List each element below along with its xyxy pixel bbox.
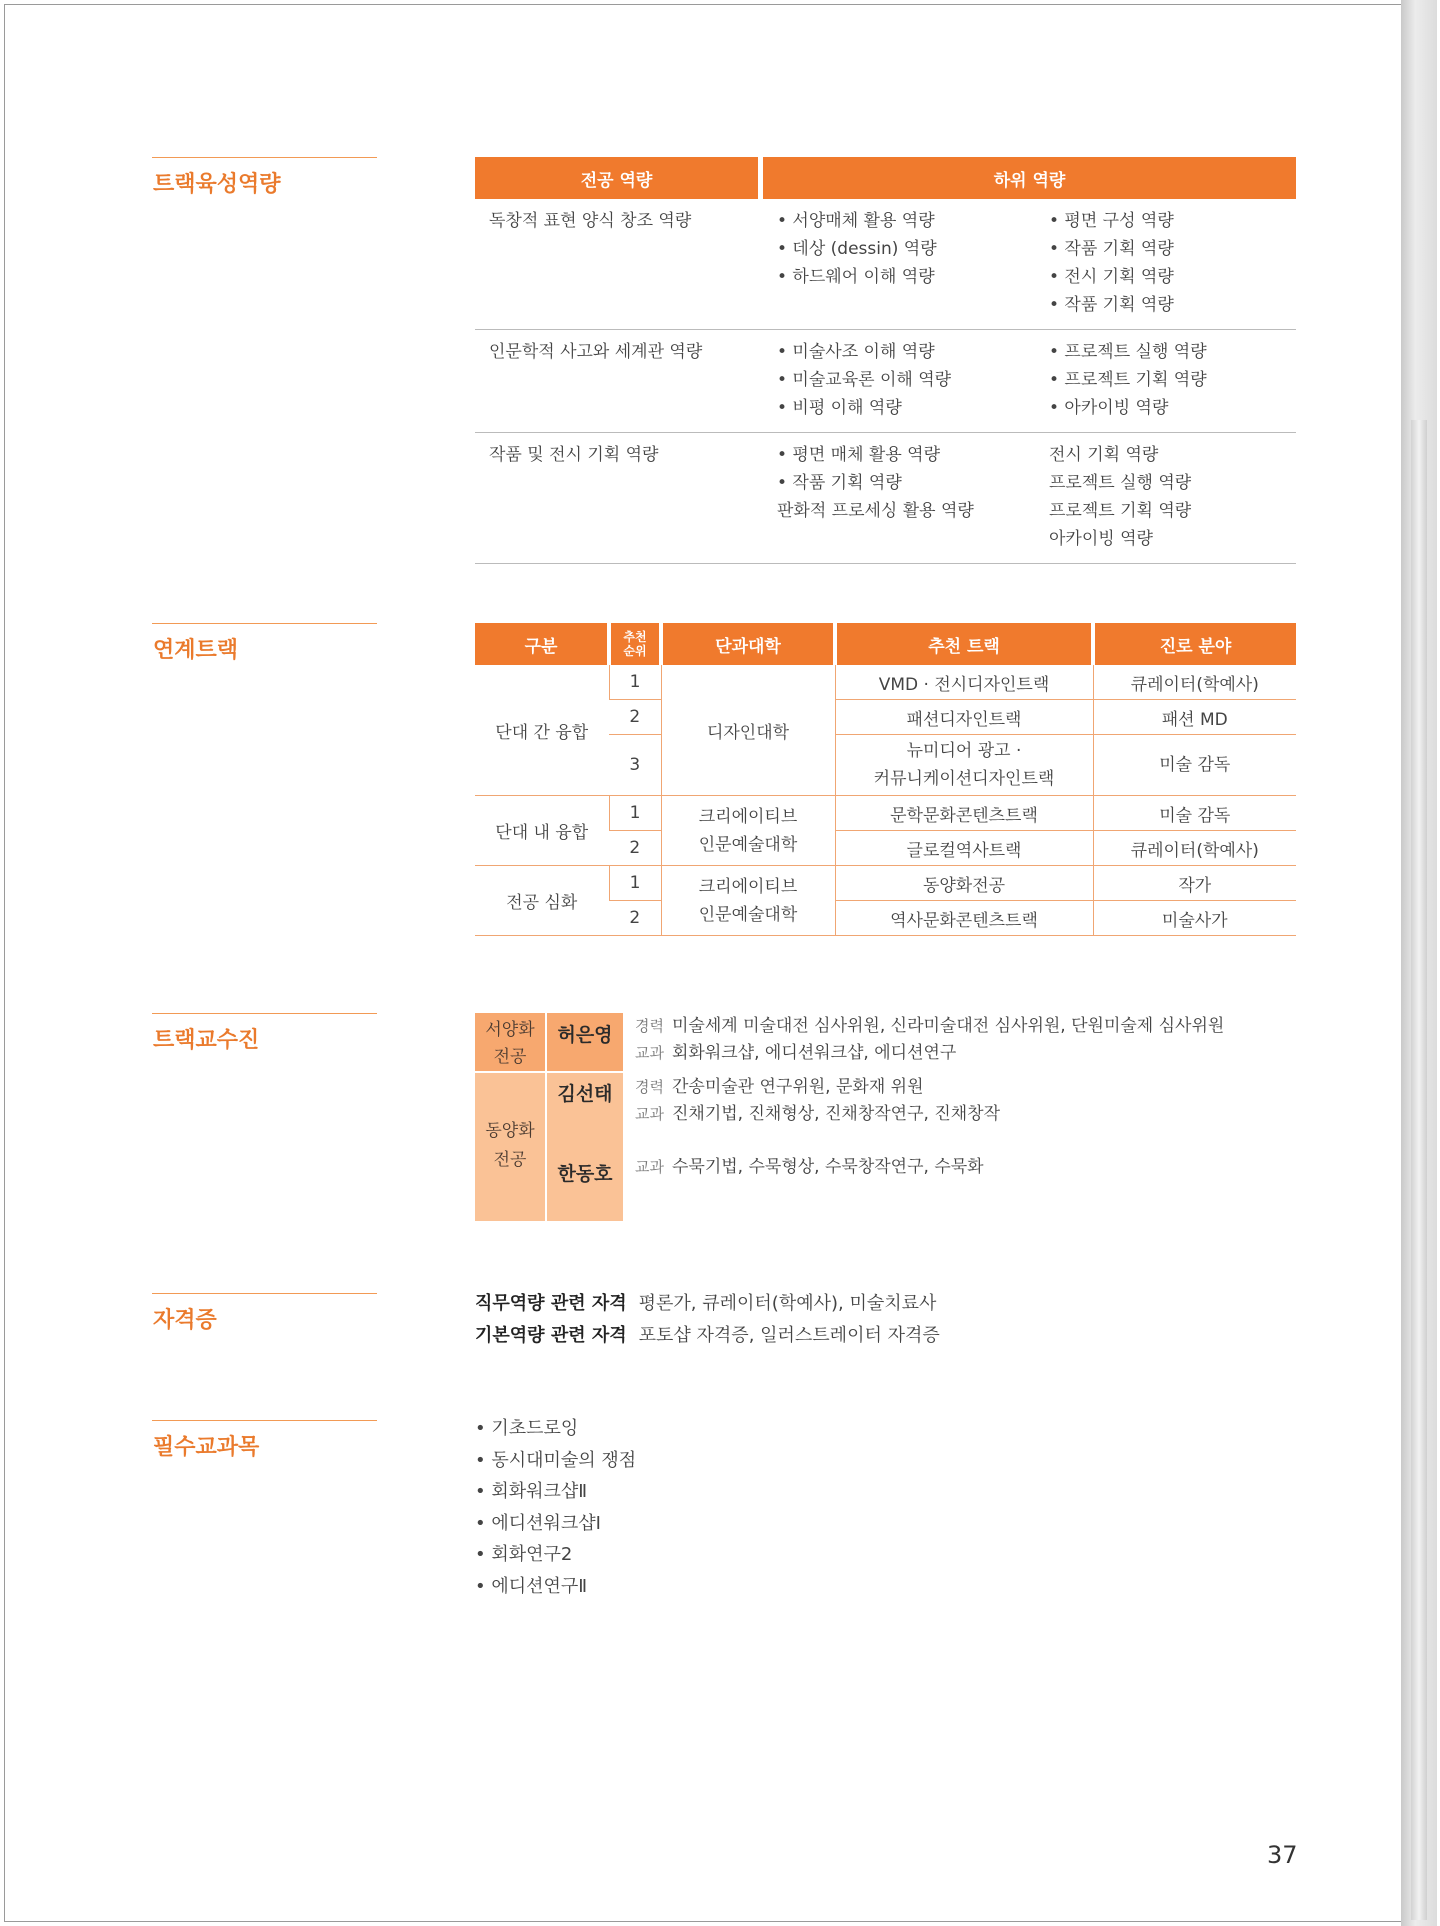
section-rule <box>152 623 377 624</box>
major-competency: 인문학적 사고와 세계관 역량 <box>475 330 758 433</box>
sub-list <box>1049 207 1296 319</box>
career-cell: 미술 감독 <box>1093 735 1296 796</box>
track-cell: 뉴미디어 광고 · 커뮤니케이션디자인트랙 <box>835 735 1093 796</box>
table-row <box>475 866 1296 901</box>
header-major-competency: 전공 역량 <box>475 157 758 199</box>
list-item: • 전시 기획 역량 <box>1049 267 1174 287</box>
list-item: • 아카이빙 역량 <box>1049 398 1169 418</box>
list-item: • 비평 이해 역량 <box>777 398 902 418</box>
major-western: 서양화 전공 <box>475 1013 545 1071</box>
list-item: • 에디션연구Ⅱ <box>475 1575 588 1597</box>
rank-cell: 1 <box>609 866 661 901</box>
table-row <box>475 199 1296 330</box>
list-item: 아카이빙 역량 <box>1049 529 1153 549</box>
section-rule <box>152 1293 377 1294</box>
group-cell: 단대 간 융합 <box>475 665 609 796</box>
list-item: • 작품 기획 역량 <box>1049 295 1174 315</box>
list-item: • 프로젝트 실행 역량 <box>1049 342 1207 362</box>
header-track: 추천 트랙 <box>835 623 1093 665</box>
list-item: • 하드웨어 이해 역량 <box>777 267 935 287</box>
list-item: • 동시대미술의 쟁점 <box>475 1449 637 1471</box>
list-item: • 작품 기획 역량 <box>777 473 902 493</box>
professor-info: 경력 간송미술관 연구위원, 문화재 위원 교과 진채기법, 진채형상, 진채창작연구, 진채창작 <box>635 1077 1001 1124</box>
section-title-linked: 연계트랙 <box>153 638 239 663</box>
sub-list <box>1049 338 1296 422</box>
section-rule <box>152 1013 377 1014</box>
table-row <box>475 330 1296 433</box>
list-item: • 미술사조 이해 역량 <box>777 342 935 362</box>
section-title-cert: 자격증 <box>153 1308 217 1333</box>
required-course-list <box>475 1413 636 1602</box>
list-item: • 서양매체 활용 역량 <box>777 211 935 231</box>
list-item: • 데상 (dessin) 역량 <box>777 239 937 259</box>
list-item: • 기초드로잉 <box>475 1418 579 1439</box>
list-item: • 평면 매체 활용 역량 <box>777 445 941 465</box>
professor-names <box>547 1073 623 1221</box>
major-competency: 독창적 표현 양식 창조 역량 <box>475 199 758 330</box>
page-number: 37 <box>1267 1841 1298 1869</box>
sub-list <box>777 441 1035 525</box>
header-rank: 추천 순위 <box>609 623 661 665</box>
career-cell: 패션 MD <box>1093 700 1296 735</box>
sub-list <box>777 338 1035 422</box>
rank-cell: 1 <box>609 665 661 700</box>
track-cell: 문학문화콘텐츠트랙 <box>835 796 1093 831</box>
track-cell: 동양화전공 <box>835 866 1093 901</box>
section-title-competency: 트랙육성역량 <box>153 172 281 197</box>
page-edge <box>1401 0 1437 1926</box>
list-item: • 에디션워크샵Ⅰ <box>475 1512 601 1534</box>
list-item: 프로젝트 기획 역량 <box>1049 501 1192 521</box>
table-row <box>475 796 1296 831</box>
professor-info: 경력 미술세계 미술대전 심사위원, 신라미술대전 심사위원, 단원미술제 심사위원 교과 회화워크샵, 에디션워크샵, 에디션연구 <box>635 1016 1225 1063</box>
career-cell: 미술 감독 <box>1093 796 1296 831</box>
major-eastern: 동양화 전공 <box>475 1073 545 1221</box>
group-cell: 전공 심화 <box>475 866 609 936</box>
track-table <box>475 623 1296 936</box>
list-item: 판화적 프로세싱 활용 역량 <box>777 501 974 521</box>
header-career: 진로 분야 <box>1093 623 1296 665</box>
rank-cell: 3 <box>609 735 661 796</box>
professor-name: 허은영 <box>547 1013 623 1071</box>
sub-list <box>1049 441 1296 553</box>
list-item: 프로젝트 실행 역량 <box>1049 473 1192 493</box>
career-cell: 작가 <box>1093 866 1296 901</box>
group-cell: 단대 내 융합 <box>475 796 609 866</box>
list-item: • 회화워크샵Ⅱ <box>475 1481 588 1502</box>
major-competency: 작품 및 전시 기획 역량 <box>475 433 758 564</box>
professor-name: 김선태 <box>557 1083 613 1105</box>
list-item: • 평면 구성 역량 <box>1049 211 1174 231</box>
career-cell: 큐레이터(학예사) <box>1093 665 1296 700</box>
competency-table <box>475 157 1296 564</box>
section-title-faculty: 트랙교수진 <box>153 1028 260 1053</box>
rank-cell: 1 <box>609 796 661 831</box>
list-item: • 미술교육론 이해 역량 <box>777 370 952 390</box>
table-row <box>475 665 1296 700</box>
college-cell: 디자인대학 <box>661 665 835 796</box>
track-cell: 역사문화콘텐츠트랙 <box>835 901 1093 936</box>
table-row <box>475 433 1296 564</box>
rank-cell: 2 <box>609 901 661 936</box>
section-title-required: 필수교과목 <box>153 1435 260 1460</box>
list-item: • 작품 기획 역량 <box>1049 239 1174 259</box>
sub-list <box>777 207 1035 291</box>
list-item: • 프로젝트 기획 역량 <box>1049 370 1207 390</box>
professor-name: 한동호 <box>557 1163 613 1185</box>
document-page <box>4 4 1402 1922</box>
college-cell: 크리에이티브 인문예술대학 <box>661 796 835 866</box>
header-category: 구분 <box>475 623 609 665</box>
section-rule <box>152 157 377 158</box>
faculty-block <box>475 1013 1275 1221</box>
track-cell: VMD · 전시디자인트랙 <box>835 665 1093 700</box>
list-item: • 회화연구2 <box>475 1544 573 1565</box>
section-rule <box>152 1420 377 1421</box>
header-college: 단과대학 <box>661 623 835 665</box>
cert-line: 직무역량 관련 자격 평론가, 큐레이터(학예사), 미술치료사 <box>475 1293 937 1314</box>
rank-cell: 2 <box>609 700 661 735</box>
list-item: 전시 기획 역량 <box>1049 445 1159 465</box>
career-cell: 미술사가 <box>1093 901 1296 936</box>
rank-cell: 2 <box>609 831 661 866</box>
cert-line: 기본역량 관련 자격 포토샵 자격증, 일러스트레이터 자격증 <box>475 1325 940 1346</box>
career-cell: 큐레이터(학예사) <box>1093 831 1296 866</box>
track-cell: 글로컬역사트랙 <box>835 831 1093 866</box>
professor-info: 교과 수묵기법, 수묵형상, 수묵창작연구, 수묵화 <box>635 1157 984 1177</box>
header-sub-competency: 하위 역량 <box>763 157 1296 199</box>
track-cell: 패션디자인트랙 <box>835 700 1093 735</box>
college-cell: 크리에이티브 인문예술대학 <box>661 866 835 936</box>
